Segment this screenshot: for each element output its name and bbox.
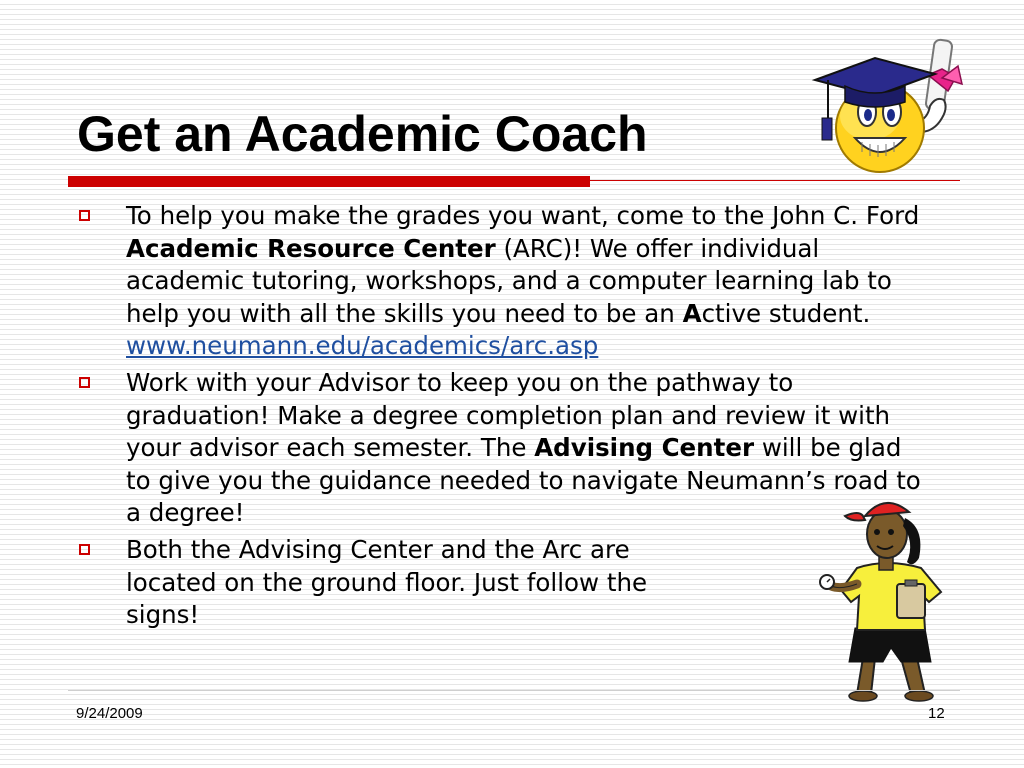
square-bullet-icon [79,210,90,221]
bullet-text [126,200,926,363]
bullet-item [76,200,956,363]
emphasis-letter: A [682,298,702,328]
title-underline-thick [68,176,590,187]
bullet-text-part: ctive student. [701,298,871,328]
slide-number: 12 [928,705,945,722]
title-underline-thin [590,180,960,181]
footer-date: 9/24/2009 [76,705,143,722]
bullet-text-part: To help you make the grades you want, come to the John C. Ford [126,201,920,230]
square-bullet-icon [79,377,90,388]
footer-divider [68,690,960,691]
graduate-smiley-clipart [810,30,975,180]
stopwatch-icon [820,575,834,589]
advising-center-name: Advising Center [534,433,755,463]
arc-website-link[interactable]: www.neumann.edu/academics/arc.asp [126,331,599,361]
arc-name: Academic Resource Center [126,233,496,263]
bullet-text: Both the Advising Center and the Arc are located on the ground floor. Just follow the signs! [126,534,648,630]
student-with-stopwatch-clipart [805,488,965,703]
bullet-text-part: (ARC)! We offer individual academic tutoring, workshops, and a computer learning lab to help you with all the skills you need to be an [126,233,892,328]
slide-title: Get an Academic Coach [77,106,648,162]
bullet-text-part: Work with your Advisor to keep you on the pathway to graduation! Make a degree completion plan and review it with your advisor each semester. The [126,367,891,463]
bullet-text-part: will be glad to give you the guidance needed to navigate Neumann’s road to a degree! [126,433,921,528]
square-bullet-icon [79,544,90,555]
